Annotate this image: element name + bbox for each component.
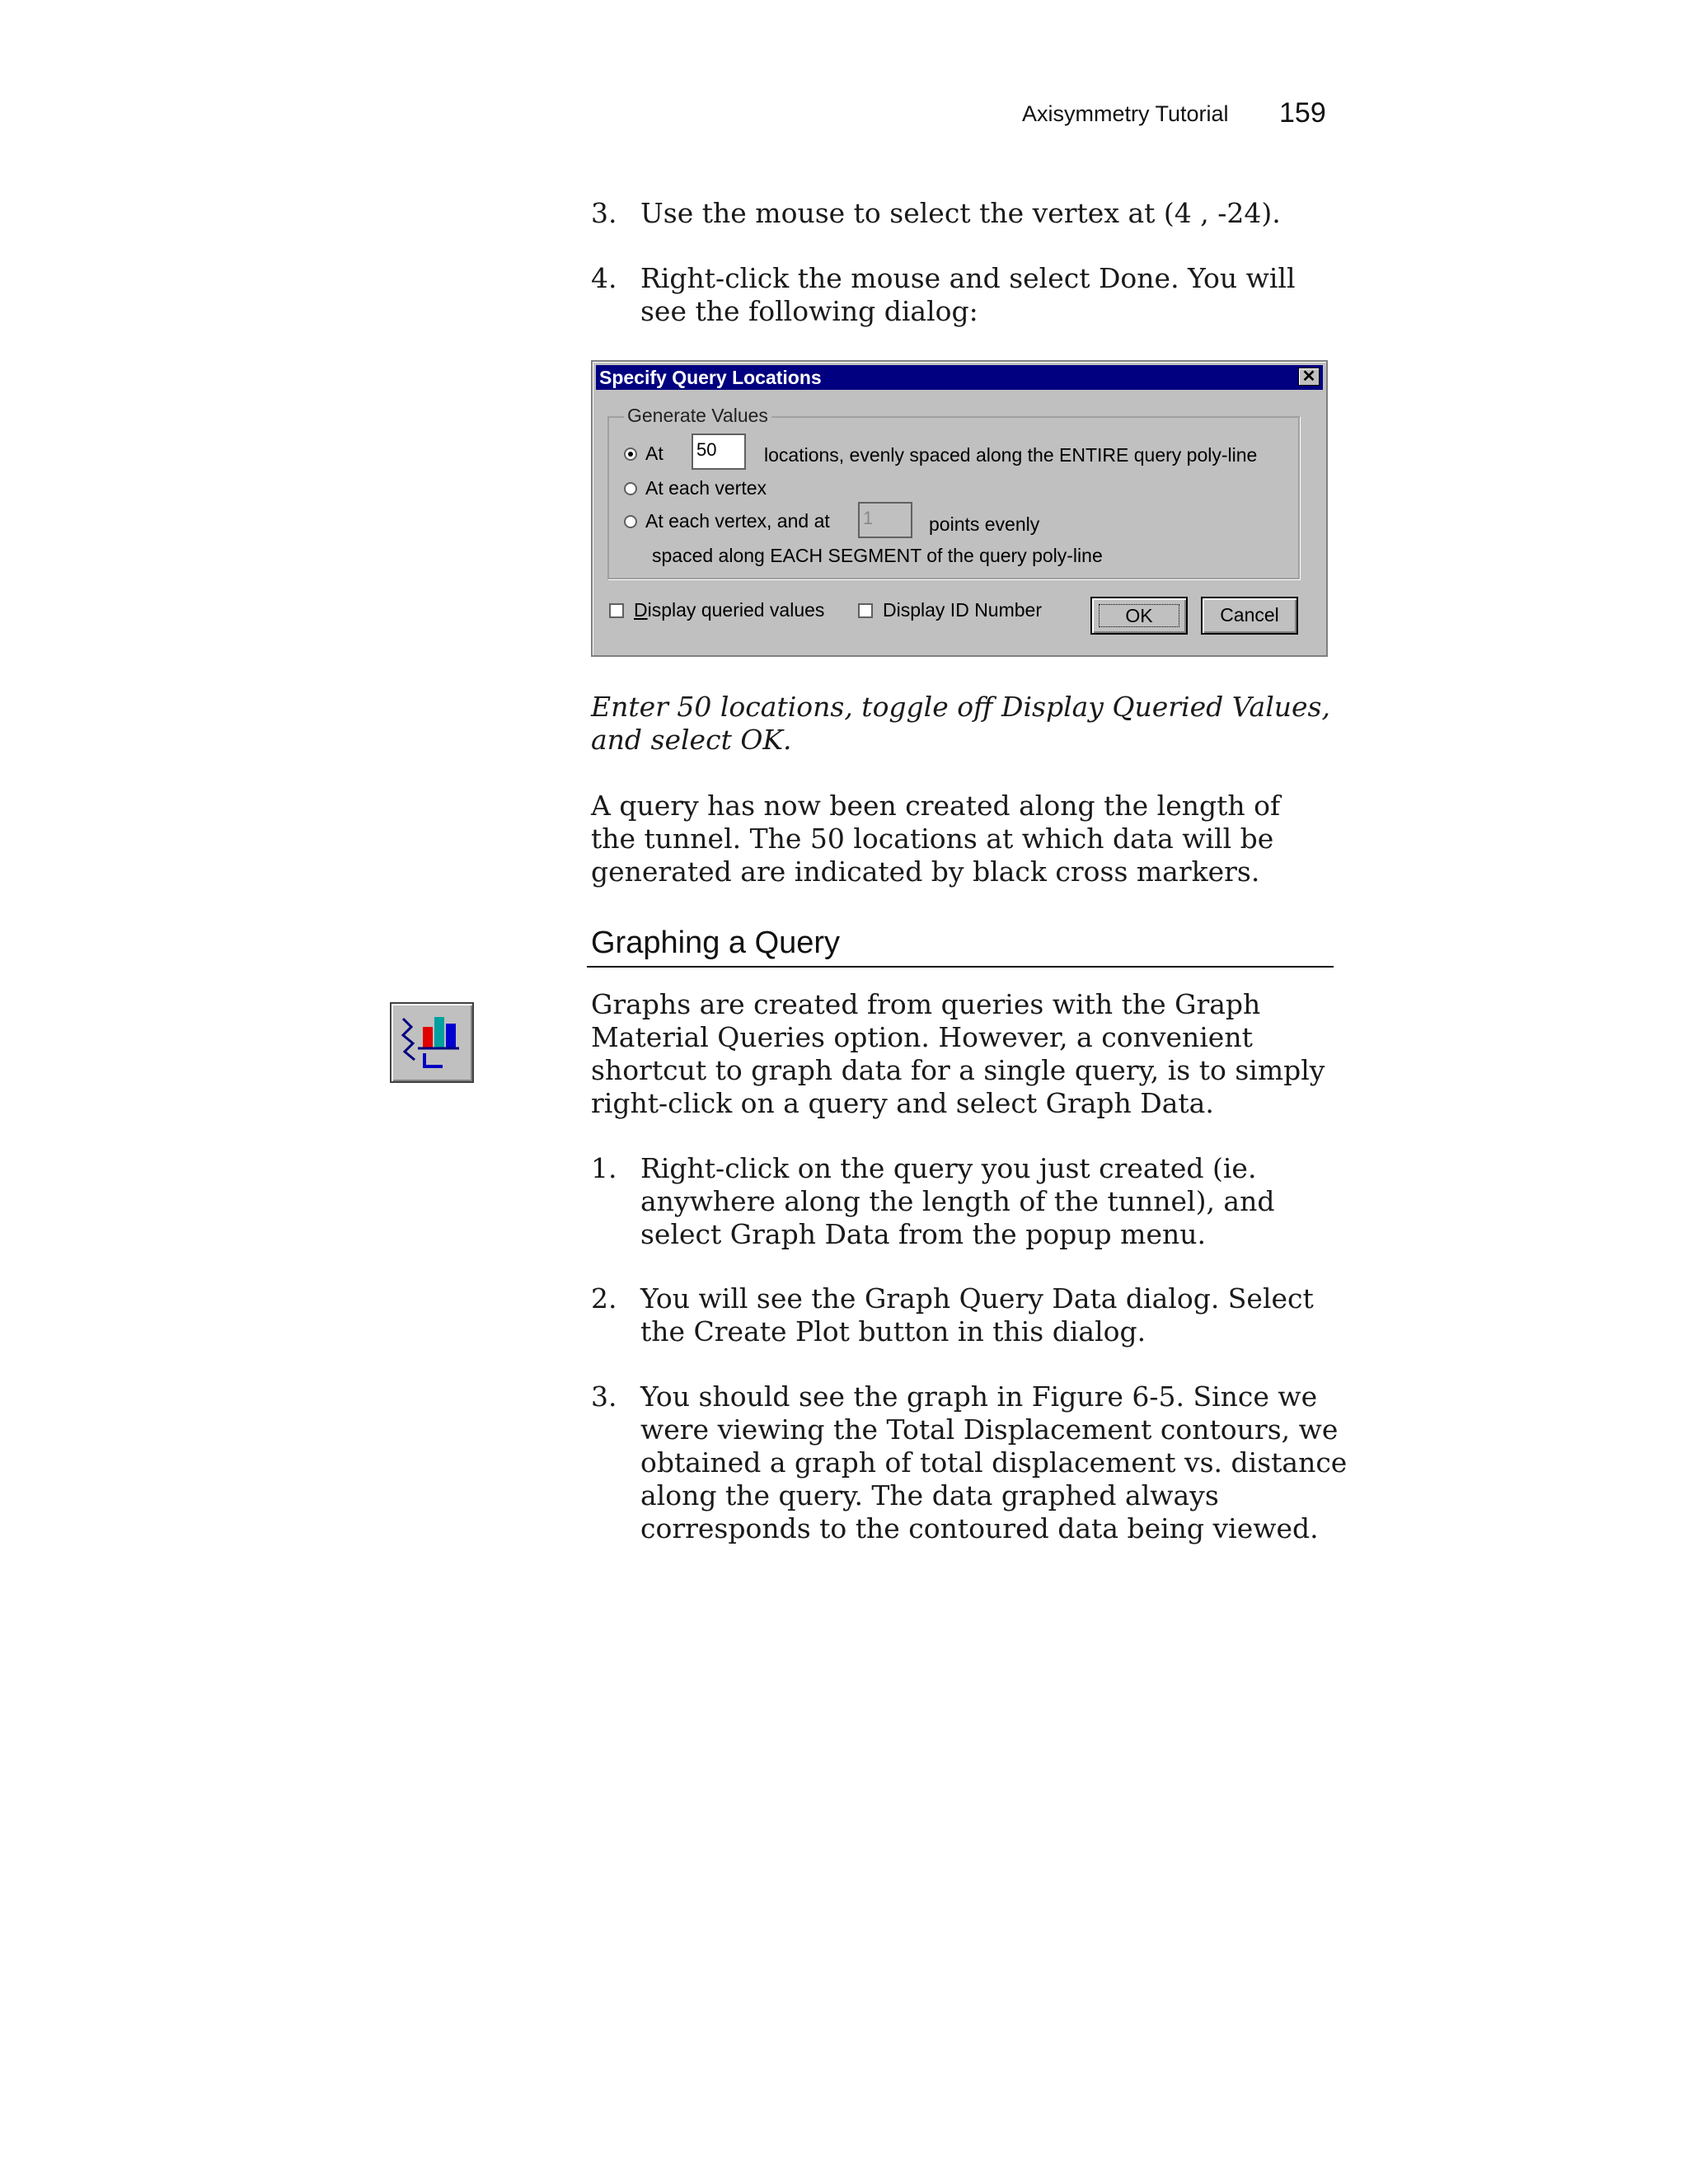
- locations-text: locations, evenly spaced along the ENTIRE query poly-line: [764, 444, 1258, 466]
- step-number: 2.: [591, 1282, 617, 1315]
- icon-bar-red: [423, 1027, 433, 1048]
- dialog-title: Specify Query Locations: [599, 367, 822, 388]
- ok-button-label: OK: [1099, 604, 1179, 627]
- paragraph-query: A query has now been created along the length of the tunnel. The 50 locations at which data will be generated are indicated by black cross markers.: [591, 790, 1281, 888]
- display-queried-values-checkbox[interactable]: [609, 603, 624, 618]
- spaced-text: spaced along EACH SEGMENT of the query poly-line: [652, 545, 1103, 566]
- step-number: 3.: [591, 197, 617, 229]
- close-icon[interactable]: ✕: [1298, 368, 1320, 386]
- cancel-button[interactable]: Cancel: [1201, 597, 1298, 635]
- step-number: 3.: [591, 1380, 617, 1413]
- icon-graph-corner: [424, 1053, 443, 1066]
- points-input[interactable]: 1: [858, 502, 912, 538]
- ok-button[interactable]: [1090, 597, 1188, 635]
- specify-query-locations-dialog: [591, 360, 1328, 657]
- radio-each-vertex-and-label: At each vertex, and at: [645, 510, 830, 532]
- running-header-title: Axisymmetry Tutorial: [1022, 101, 1229, 126]
- graph-query-icon-graphic: [392, 1004, 472, 1081]
- step-text: Use the mouse to select the vertex at (4 , -24).: [640, 197, 1281, 229]
- step-text: You should see the graph in Figure 6-5. Since we were viewing the Total Displacement contours, we obtained a graph of total displacement vs. distance along the query. The data graphed always corresponds to the contoured data being viewed.: [640, 1380, 1348, 1544]
- radio-each-vertex[interactable]: [624, 482, 637, 495]
- dialog-caption: Enter 50 locations, toggle off Display Queried Values, and select OK.: [591, 691, 1330, 756]
- display-queried-values-label: Display queried values: [634, 599, 825, 621]
- step-text: Right-click on the query you just created (ie. anywhere along the length of the tunnel), and select Graph Data from the popup menu.: [640, 1152, 1275, 1250]
- icon-query-line: [403, 1019, 415, 1060]
- radio-each-vertex-label: At each vertex: [645, 477, 767, 499]
- display-id-number-label: Display ID Number: [883, 599, 1042, 621]
- step-text: Right-click the mouse and select Done. You will see the following dialog:: [640, 262, 1296, 327]
- dialog-titlebar[interactable]: [596, 365, 1323, 390]
- page-number: 159: [1279, 97, 1326, 129]
- radio-at-locations[interactable]: [624, 448, 637, 461]
- locations-input[interactable]: 50: [692, 434, 746, 470]
- display-id-number-checkbox[interactable]: [858, 603, 873, 618]
- section-heading: Graphing a Query: [591, 926, 841, 960]
- points-text: points evenly: [929, 513, 1040, 535]
- graph-query-icon: [390, 1002, 474, 1083]
- radio-each-vertex-and[interactable]: [624, 515, 637, 528]
- step-number: 1.: [591, 1152, 617, 1184]
- paragraph-graph: Graphs are created from queries with the Graph Material Queries option. However, a convenient shortcut to graph data for a single query, is to simply right-click on a query and select Graph Data.: [591, 988, 1325, 1119]
- section-rule: [587, 966, 1334, 968]
- step-number: 4.: [591, 262, 617, 294]
- generate-values-group: [607, 405, 1300, 579]
- icon-bar-blue: [446, 1024, 456, 1048]
- radio-at-label: At: [645, 443, 663, 464]
- step-text: You will see the Graph Query Data dialog. Select the Create Plot button in this dialog.: [640, 1282, 1314, 1347]
- group-label: Generate Values: [624, 405, 771, 427]
- icon-bar-teal: [434, 1017, 444, 1048]
